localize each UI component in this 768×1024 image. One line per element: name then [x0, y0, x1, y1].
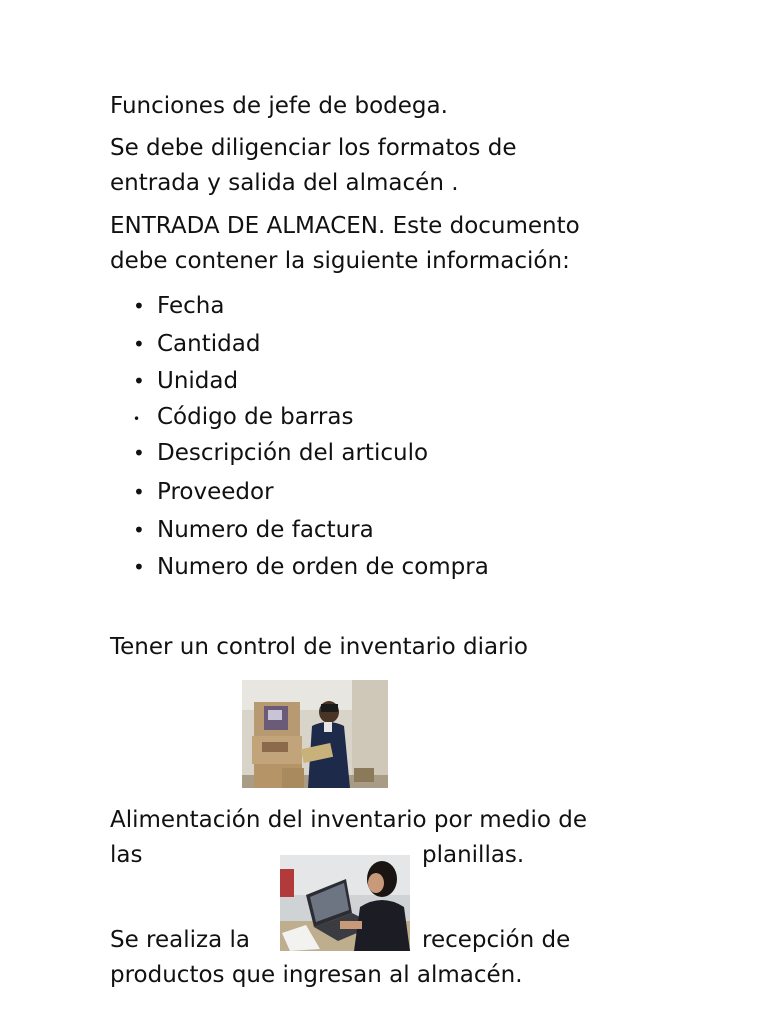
entrada-line-1: ENTRADA DE ALMACEN. Este documento	[110, 213, 580, 239]
reception-line-1-left: Se realiza la	[110, 927, 250, 953]
bullet-icon: •	[133, 554, 145, 579]
feeding-line-2-left: las	[110, 842, 143, 868]
inventory-control-text: Tener un control de inventario diario	[110, 634, 528, 660]
intro-line-1: Se debe diligenciar los formatos de	[110, 135, 517, 161]
reception-line-2: productos que ingresan al almacén.	[110, 962, 523, 988]
reception-line-1-right: recepción de	[422, 927, 571, 953]
bullet-icon: •	[133, 479, 145, 504]
bullet-icon: •	[133, 369, 145, 393]
entrada-line-2: debe contener la siguiente información:	[110, 248, 570, 274]
feeding-line-1: Alimentación del inventario por medio de	[110, 807, 587, 833]
document-page: Funciones de jefe de bodega. Se debe diligenciar los formatos de entrada y salida del almacén . ENTRADA DE ALMACEN. Este documento debe contener la siguiente información: • Fecha • Cantidad • Unidad • Código de barras • Descripción del articulo • Proveedor • Numero de factura • Numero de orden de compra Tener un control de inventario diario Alimentación del inventario por medio de las planillas. Se realiza la recepción de productos que ingresan al almacén.	[0, 0, 768, 1024]
bullet-icon: •	[133, 441, 145, 465]
bullet-icon: •	[133, 331, 145, 356]
page-title: Funciones de jefe de bodega.	[110, 93, 448, 119]
bullet-icon: •	[133, 517, 145, 542]
feeding-line-2-right: planillas.	[422, 842, 525, 868]
intro-line-2: entrada y salida del almacén .	[110, 170, 459, 196]
bullet-icon: •	[133, 412, 141, 426]
warehouse-boxes-photo	[242, 680, 388, 788]
bullet-icon: •	[133, 294, 145, 318]
laptop-worker-photo	[280, 855, 410, 951]
